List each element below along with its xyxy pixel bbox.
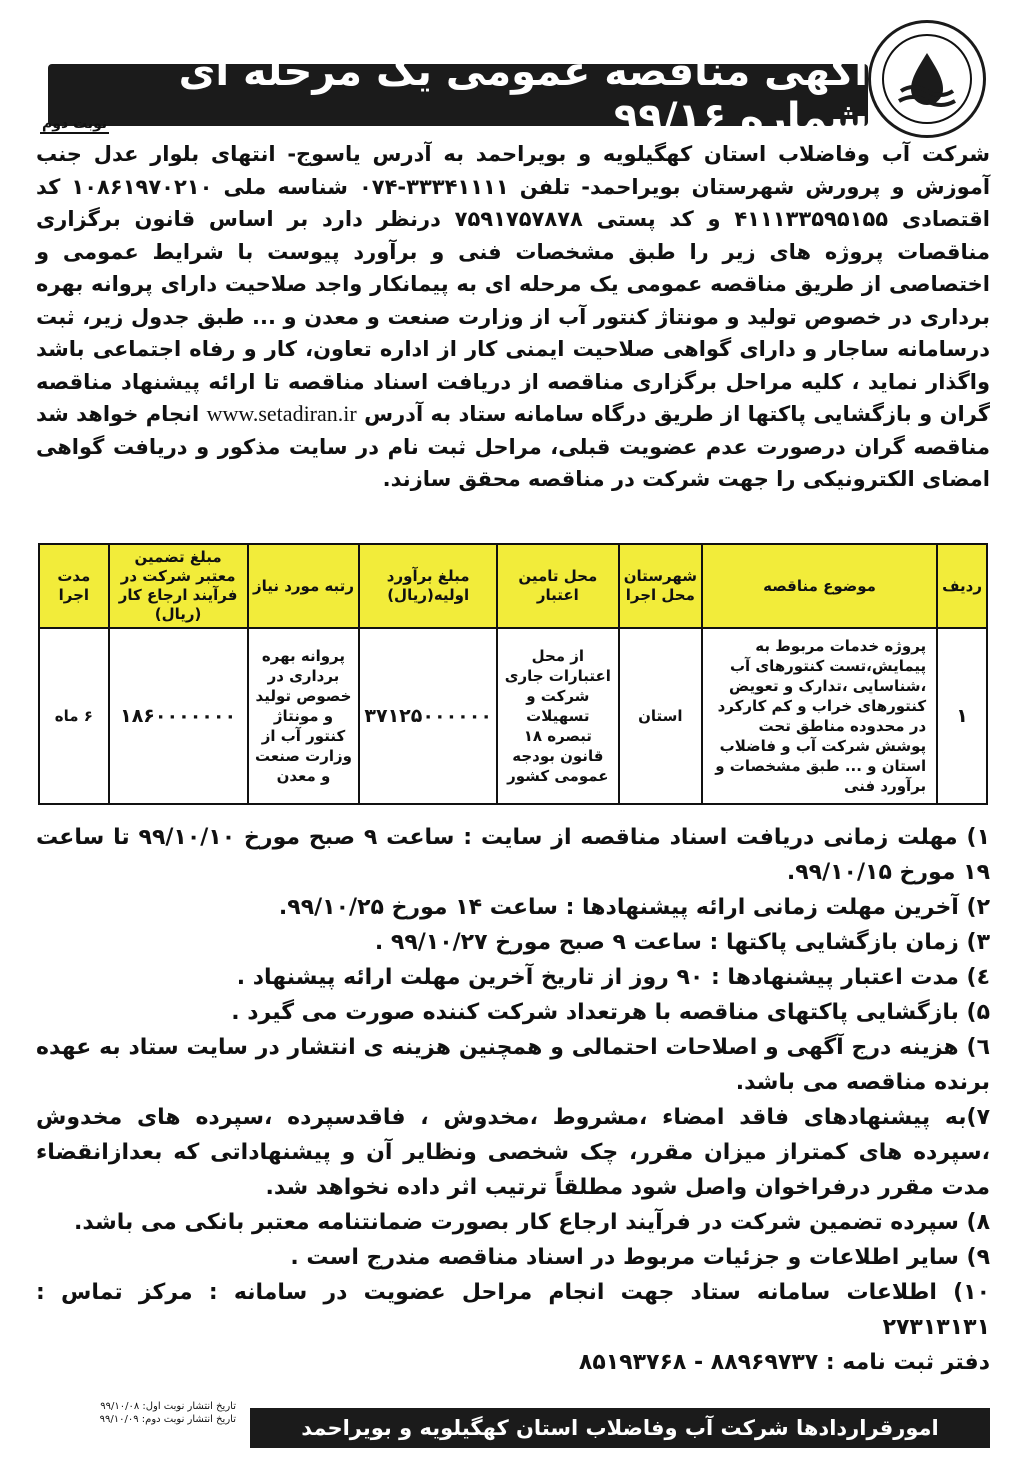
cell-estimate: ۳۷۱۲۵۰۰۰۰۰۰ <box>359 628 497 804</box>
cell-duration: ۶ ماه <box>39 628 109 804</box>
header-subject: موضوع مناقصه <box>702 544 937 628</box>
intro-paragraph <box>36 138 990 496</box>
list-item: دفتر ثبت نامه : ۸۸۹۶۹۷۳۷ - ۸۵۱۹۳۷۶۸ <box>578 1350 990 1375</box>
list-item: ۵) بازگشایی پاکتهای مناقصه با هرتعداد شرکت کننده صورت می گیرد . <box>231 1000 990 1025</box>
list-item: ۷)به پیشنهادهای فاقد امضاء ،مشروط ،مخدوش ، فاقدسپرده ،سپرده های مخدوش ،سپرده های کمتراز میزان مقرر، چک شخصی ونظایر آن و پیشنهاداتی که بعدازانقضاء مدت مقرر درفراخوان واصل شود مطلقاً ترتیب اثر داده نخواهد شد. <box>36 1105 990 1200</box>
notice-header <box>40 20 986 141</box>
header-guarantee: مبلغ تضمین معتبر شرکت در فرآیند ارجاع کار (ریال) <box>109 544 248 628</box>
header-row-no: ردیف <box>937 544 987 628</box>
header-grade: رتبه مورد نیاز <box>248 544 360 628</box>
water-company-logo-icon <box>868 20 986 138</box>
second-publish-date: تاریخ انتشار نوبت دوم: ۹۹/۱۰/۰۹ <box>99 1414 236 1425</box>
header-city: شهرستان محل اجرا <box>619 544 702 628</box>
cell-funding: از محل اعتبارات جاری شرکت و تسهیلات تبصره ۱۸ قانون بودجه عمومی کشور <box>497 628 619 804</box>
list-item: ٦) هزینه درج آگهی و اصلاحات احتمالی و همچنین هزینه ی انتشار در سایت ستاد به عهده برنده مناقصه می باشد. <box>36 1035 990 1095</box>
header-estimate: مبلغ برآورد اولیه(ریال) <box>359 544 497 628</box>
header-duration: مدت اجرا <box>39 544 109 628</box>
cell-city: استان <box>619 628 702 804</box>
water-drop-icon <box>879 31 975 127</box>
table-header-row <box>39 544 987 628</box>
cell-grade: پروانه بهره برداری در خصوص تولید و مونتاژ کنتور آب از وزارت صنعت و معدن <box>248 628 360 804</box>
list-item: ۸) سپرده تضمین شرکت در فرآیند ارجاع کار بصورت ضمانتنامه معتبر بانکی می باشد. <box>74 1210 990 1235</box>
table-row <box>39 628 987 804</box>
list-item: ٤) مدت اعتبار پیشنهادها : ۹۰ روز از تاریخ آخرین مهلت ارائه پیشنهاد . <box>236 965 990 990</box>
notice-title: آگهی مناقصه عمومی یک مرحله ای شماره ۹۹/۱۶ <box>48 64 868 126</box>
conditions-list <box>36 820 990 1380</box>
publisher-footer: امورقراردادها شرکت آب وفاضلاب استان کهگیلویه و بویراحمد <box>250 1408 990 1448</box>
first-publish-date: تاریخ انتشار نوبت اول: ۹۹/۱۰/۰۸ <box>100 1401 236 1412</box>
intro-text-after-url: انجام خواهد شد مناقصه گران درصورت عدم عضویت قبلی، مراحل ثبت نام در سایت مذکور و دریافت گواهی امضای الکترونیکی را جهت شرکت در مناقصه محقق سازند. <box>36 402 990 491</box>
round-label: نوبت دوم <box>42 116 108 132</box>
publish-dates <box>36 1400 236 1426</box>
list-item: ۱۰) اطلاعات سامانه ستاد جهت انجام مراحل عضویت در سامانه : مرکز تماس : ۲۷۳۱۳۱۳۱ <box>36 1280 990 1340</box>
cell-guarantee: ۱۸۶۰۰۰۰۰۰۰ <box>109 628 248 804</box>
setad-url-link[interactable]: www.setadiran.ir <box>206 401 357 426</box>
tender-table <box>38 543 988 805</box>
list-item: ۳) زمان بازگشایی پاکتها : ساعت ۹ صبح مورخ ۹۹/۱۰/۲۷ . <box>374 930 990 955</box>
list-item: ۹) سایر اطلاعات و جزئیات مربوط در اسناد مناقصه مندرج است . <box>290 1245 990 1270</box>
intro-text-before-url: شرکت آب وفاضلاب استان کهگیلویه و بویراحمد به آدرس یاسوج- انتهای بلوار عدل جنب آموزش و پرورش شهرستان بویراحمد- تلفن ۳۳۳۴۱۱۱۱-۰۷۴ شناسه ملی ۱۰۸۶۱۹۷۰۲۱۰ کد اقتصادی ۴۱۱۱۳۳۵۹۵۱۵۵ و کد پستی ۷۵۹۱۷۵۷۸۷۸ درنظر دارد بر اساس قانون برگزاری مناقصات پروژه های زیر را طبق مشخصات فنی و برآورد پیوست با شرایط عمومی و اختصاصی از طریق مناقصه عمومی یک مرحله ای به پیمانکار واجد صلاحیت دارای پروانه بهره برداری در خصوص تولید و مونتاژ کنتور آب از وزارت صنعت و معدن و ... طبق جدول زیر، ثبت درسامانه ساجار و دارای گواهی صلاحیت ایمنی کار از اداره تعاون، کار و رفاه اجتماعی باشد واگذار نماید ، کلیه مراحل برگزاری مناقصه از دریافت اسناد مناقصه تا ارائه پیشنهاد مناقصه گران و بازگشایی پاکتها از طریق درگاه سامانه ستاد به آدرس <box>36 142 991 426</box>
list-item: ۲) آخرین مهلت زمانی ارائه پیشنهادها : ساعت ۱۴ مورخ ۹۹/۱۰/۲۵. <box>278 895 990 920</box>
cell-subject: پروژه خدمات مربوط به پیمایش،تست کنتورهای آب ،شناسایی ،تدارک و تعویض کنتورهای خراب و کم کارکرد در محدوده مناطق تحت پوشش شرکت آب و فاضلاب استان و ... طبق مشخصات و برآورد فنی <box>702 628 937 804</box>
list-item: ۱) مهلت زمانی دریافت اسناد مناقصه از سایت : ساعت ۹ صبح مورخ ۹۹/۱۰/۱۰ تا ساعت ۱۹ مورخ ۹۹/۱۰/۱۵. <box>36 825 990 885</box>
cell-row-no: ۱ <box>937 628 987 804</box>
header-funding: محل تامین اعتبار <box>497 544 619 628</box>
